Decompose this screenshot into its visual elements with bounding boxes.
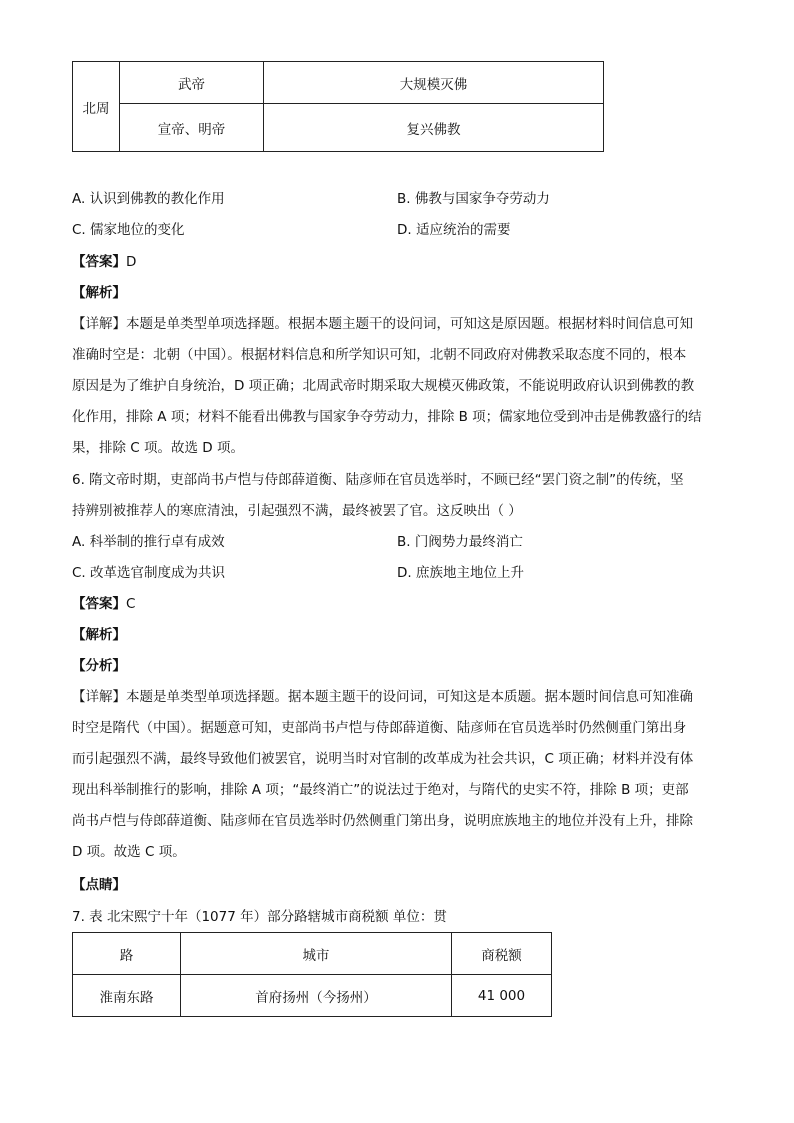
q6-option-c: C. 改革选官制度成为共识 bbox=[72, 565, 226, 581]
header-cell: 商税额 bbox=[452, 933, 552, 975]
header-cell: 城市 bbox=[181, 933, 452, 975]
q6-stem bbox=[72, 470, 722, 532]
policy-cell: 复兴佛教 bbox=[264, 104, 604, 152]
answer-value: C bbox=[126, 596, 136, 612]
q5-option-b: B. 佛教与国家争夺劳动力 bbox=[397, 191, 550, 207]
detail-line: 而引起强烈不满，最终导致他们被罢官，说明当时对官制的改革成为社会共识，C 项正确；材料并没有体 bbox=[72, 751, 694, 767]
detail-line: 【详解】本题是单类型单项选择题。据本题主题干的设问词，可知这是本质题。据本题时间信息可知准确 bbox=[72, 689, 693, 705]
detail-line: 原因是为了维护自身统治，D 项正确；北周武帝时期采取大规模灭佛政策，不能说明政府认识到佛教的教 bbox=[72, 378, 695, 394]
q5-detail bbox=[72, 314, 722, 469]
detail-line: 时空是隋代（中国）。据题意可知，吏部尚书卢恺与侍郎薛道衡、陆彦师在官员选举时仍然侧重门第出身 bbox=[72, 720, 687, 736]
q5-option-c: C. 儒家地位的变化 bbox=[72, 222, 185, 238]
stem-line: 6. 隋文帝时期，吏部尚书卢恺与侍郎薛道衡、陆彦师在官员选举时，不顾已经“罢门资之制”的传统，坚 bbox=[72, 472, 684, 488]
detail-line: 准确时空是：北朝（中国）。根据材料信息和所学知识可知，北朝不同政府对佛教采取态度不同的，根本 bbox=[72, 347, 687, 363]
q7-title: 7. 表 北宋熙宁十年（1077 年）部分路辖城市商税额 单位：贯 bbox=[72, 909, 447, 925]
q6-fenxi-label: 【分析】 bbox=[72, 658, 126, 674]
answer-label: 【答案】 bbox=[72, 254, 126, 270]
emperor-cell: 武帝 bbox=[120, 62, 264, 104]
detail-line: 现出科举制推行的影响，排除 A 项；“最终消亡”的说法过于绝对，与隋代的史实不符，排除 B 项；吏部 bbox=[72, 782, 689, 798]
q6-answer bbox=[72, 594, 135, 614]
answer-label: 【答案】 bbox=[72, 596, 126, 612]
q6-dianjing-label: 【点睛】 bbox=[72, 877, 126, 893]
q6-option-b: B. 门阀势力最终消亡 bbox=[397, 534, 523, 550]
detail-line: 果，排除 C 项。故选 D 项。 bbox=[72, 440, 244, 456]
q5-option-d: D. 适应统治的需要 bbox=[397, 222, 511, 238]
dynasty-cell: 北周 bbox=[73, 62, 120, 152]
q5-answer bbox=[72, 252, 136, 272]
detail-line: 尚书卢恺与侍郎薛道衡、陆彦师在官员选举时仍然侧重门第出身，说明庶族地主的地位并没有上升，排除 bbox=[72, 813, 693, 829]
policy-cell: 大规模灭佛 bbox=[264, 62, 604, 104]
q5-analysis-label: 【解析】 bbox=[72, 285, 126, 301]
q5-option-a: A. 认识到佛教的教化作用 bbox=[72, 191, 225, 207]
detail-line: 【详解】本题是单类型单项选择题。根据本题主题干的设问词，可知这是原因题。根据材料时间信息可知 bbox=[72, 316, 693, 332]
answer-value: D bbox=[126, 254, 137, 270]
table-row bbox=[73, 975, 552, 1017]
q6-option-d: D. 庶族地主地位上升 bbox=[397, 565, 524, 581]
table-cell: 淮南东路 bbox=[73, 975, 181, 1017]
q6-analysis-label: 【解析】 bbox=[72, 627, 126, 643]
dynasty-policy-table bbox=[72, 61, 604, 152]
q6-detail bbox=[72, 687, 722, 873]
tax-table bbox=[72, 932, 552, 1017]
header-cell: 路 bbox=[73, 933, 181, 975]
table-cell: 首府扬州（今扬州） bbox=[181, 975, 452, 1017]
q6-option-a: A. 科举制的推行卓有成效 bbox=[72, 534, 225, 550]
detail-line: D 项。故选 C 项。 bbox=[72, 844, 186, 860]
emperor-cell: 宣帝、明帝 bbox=[120, 104, 264, 152]
stem-line: 持辨别被推荐人的寒庶清浊，引起强烈不满，最终被罢了官。这反映出（ ） bbox=[72, 503, 522, 519]
table-cell: 41 000 bbox=[452, 975, 552, 1017]
detail-line: 化作用，排除 A 项；材料不能看出佛教与国家争夺劳动力，排除 B 项；儒家地位受到冲击是佛教盛行的结 bbox=[72, 409, 702, 425]
